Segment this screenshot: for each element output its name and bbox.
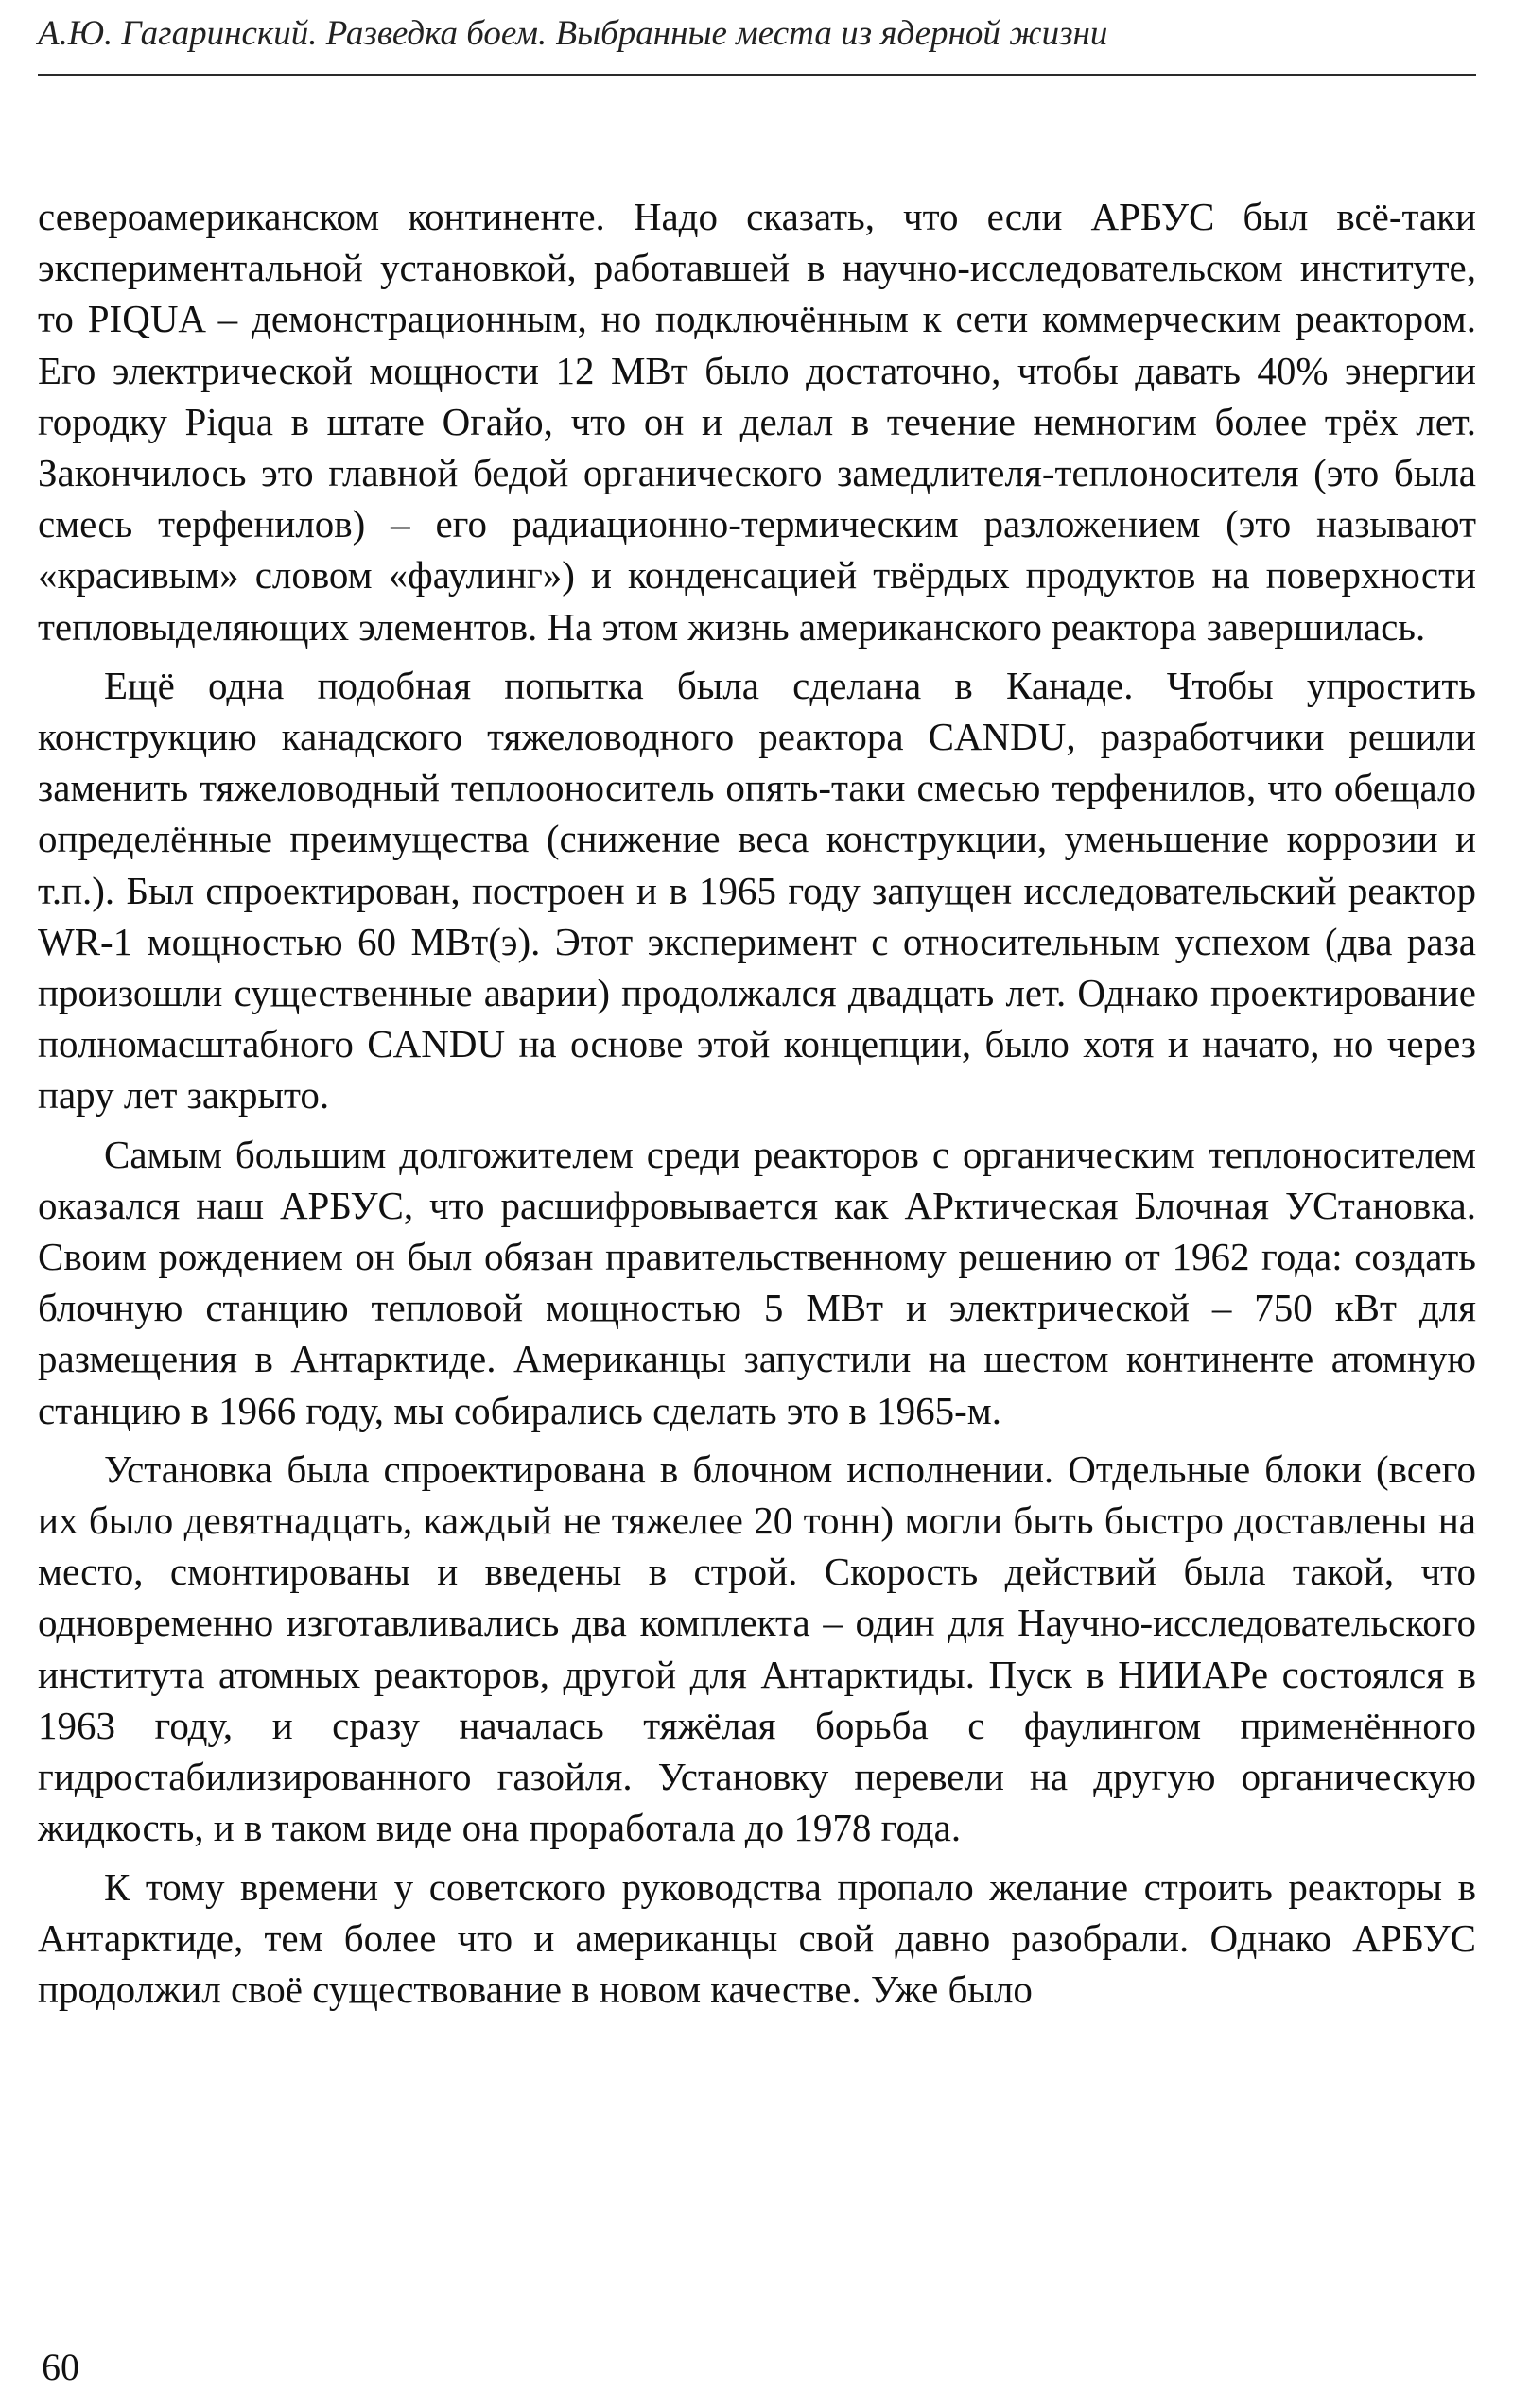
header-rule xyxy=(38,74,1476,76)
paragraph: североамериканском континенте. Надо сказать, что если АРБУС был всё-таки экспериментальной установкой, работавшей в научно-исследовательском институте, то PIQUA – демонстрационным, но подключённым к сети коммерческим реактором. Его электрической мощности 12 МВт было достаточно, чтобы давать 40% энергии городку Piqua в штате Огайо, что он и делал в течение немногим более трёх лет. Закончилось это главной бедой органического замедлителя-теплоносителя (это была смесь терфенилов) – его радиационно-термическим разложением (это называют «красивым» словом «фаулинг») и конденсацией твёрдых продуктов на поверхности тепловыделяющих элементов. На этом жизнь американского реактора завершилась. xyxy=(38,195,1476,649)
paragraph: Установка была спроектирована в блочном исполнении. Отдельные блоки (всего их было девятнадцать, каждый не тяжелее 20 тонн) могли быть быстро доставлены на место, смонтированы и введены в строй. Скорость действий была такой, что одновременно изготавливались два комплекта – один для Научно-исследовательского института атомных реакторов, другой для Антарктиды. Пуск в НИИАРе состоялся в 1963 году, и сразу началась тяжёлая борьба с фаулингом применённого гидростабилизированного газойля. Установку перевели на другую органическую жидкость, и в таком виде она проработала до 1978 года. xyxy=(38,1447,1476,1850)
paragraph: К тому времени у советского руководства пропало желание строить реакторы в Антарктиде, тем более что и американцы свой давно разобрали. Однако АРБУС продолжил своё существование в новом качестве. Уже было xyxy=(38,1864,1476,2011)
page-number: 60 xyxy=(42,2346,79,2388)
paragraph: Самым большим долгожителем среди реакторов с органическим теплоносителем оказался наш АРБУС, что расшифровывается как АРктическая Блочная УСтановка. Своим рождением он был обязан правительственному решению от 1962 года: создать блочную станцию тепловой мощностью 5 МВт и электрической – 750 кВт для размещения в Антарктиде. Американцы запустили на шестом континенте атомную станцию в 1966 году, мы собирались сделать это в 1965-м. xyxy=(38,1132,1476,1432)
paragraph: Ещё одна подобная попытка была сделана в Канаде. Чтобы упростить конструкцию канадского тяжеловодного реактора CANDU, разработчики решили заменить тяжеловодный теплооноситель опять-таки смесью терфенилов, что обещало определённые преимущества (снижение веса конструкции, уменьшение коррозии и т.п.). Был спроектирован, построен и в 1965 году запущен исследовательский реактор WR-1 мощностью 60 МВт(э). Этот эксперимент с относительным успехом (два раза произошли существенные аварии) продолжался двадцать лет. Однако проектирование полномасштабного CANDU на основе этой концепции, было хотя и начато, но через пару лет закрыто. xyxy=(38,663,1476,1117)
body-text xyxy=(38,191,1476,2022)
running-head: А.Ю. Гагаринский. Разведка боем. Выбранные места из ядерной жизни xyxy=(38,14,1108,53)
